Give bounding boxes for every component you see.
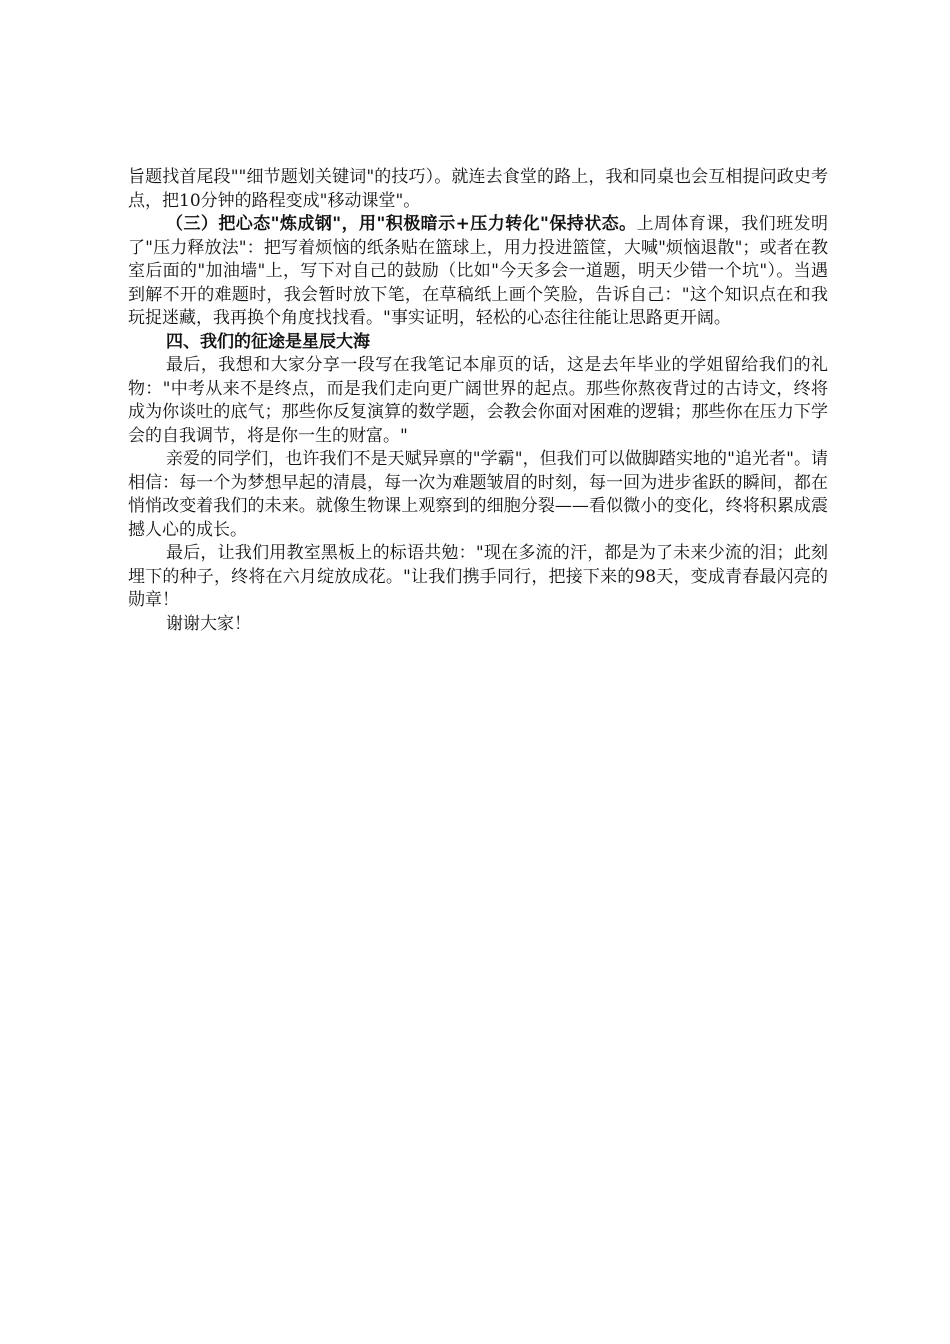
paragraph-light-chasers: 亲爱的同学们，也许我们不是天赋异禀的"学霸"，但我们可以做脚踏实地的"追光者"。请相信：每一个为梦想早起的清晨，每一次为难题皱眉的时刻，每一回为进步雀跃的瞬间，都在悄悄改变着我们的未来。就像生物课上观察到的细胞分裂——看似微小的变化，终将积累成震撼人心的成长。 <box>128 449 828 540</box>
section-heading-mindset: （三）把心态"炼成钢"，用"积极暗示+压力转化"保持状态。 <box>166 214 637 234</box>
paragraph-mindset-text: 上周体育课，我们班发明了"压力释放法"：把写着烦恼的纸条贴在篮球上，用力投进篮筐，大喊"烦恼退散"；或者在教室后面的"加油墙"上，写下对自己的鼓励（比如"今天多会一道题，明天少错一个坑"）。当遇到解不开的难题时，我会暂时放下笔，在草稿纸上画个笑脸，告诉自己："这个知识点在和我玩捉迷藏，我再换个角度找找看。"事实证明，轻松的心态往往能让思路更开阔。 <box>128 214 829 328</box>
paragraph-mindset <box>128 213 828 331</box>
paragraph-closing-slogan: 最后，让我们用教室黑板上的标语共勉："现在多流的汗，都是为了未来少流的泪；此刻埋下的种子，终将在六月绽放成花。"让我们携手同行，把接下来的98天，变成青春最闪亮的勋章！ <box>128 543 828 610</box>
document-body <box>128 166 828 636</box>
paragraph-thanks: 谢谢大家！ <box>166 613 251 634</box>
section-heading-four: 四、我们的征途是星辰大海 <box>166 331 370 352</box>
paragraph-study-tips: 旨题找首尾段""细节题划关键词"的技巧）。就连去食堂的路上，我和同桌也会互相提问政史考点，把10分钟的路程变成"移动课堂"。 <box>128 167 828 211</box>
paragraph-senior-quote: 最后，我想和大家分享一段写在我笔记本扉页的话，这是去年毕业的学姐留给我们的礼物："中考从来不是终点，而是我们走向更广阔世界的起点。那些你熬夜背过的古诗文，终将成为你谈吐的底气；那些你反复演算的数学题，会教会你面对困难的逻辑；那些你在压力下学会的自我调节，将是你一生的财富。" <box>128 355 828 446</box>
